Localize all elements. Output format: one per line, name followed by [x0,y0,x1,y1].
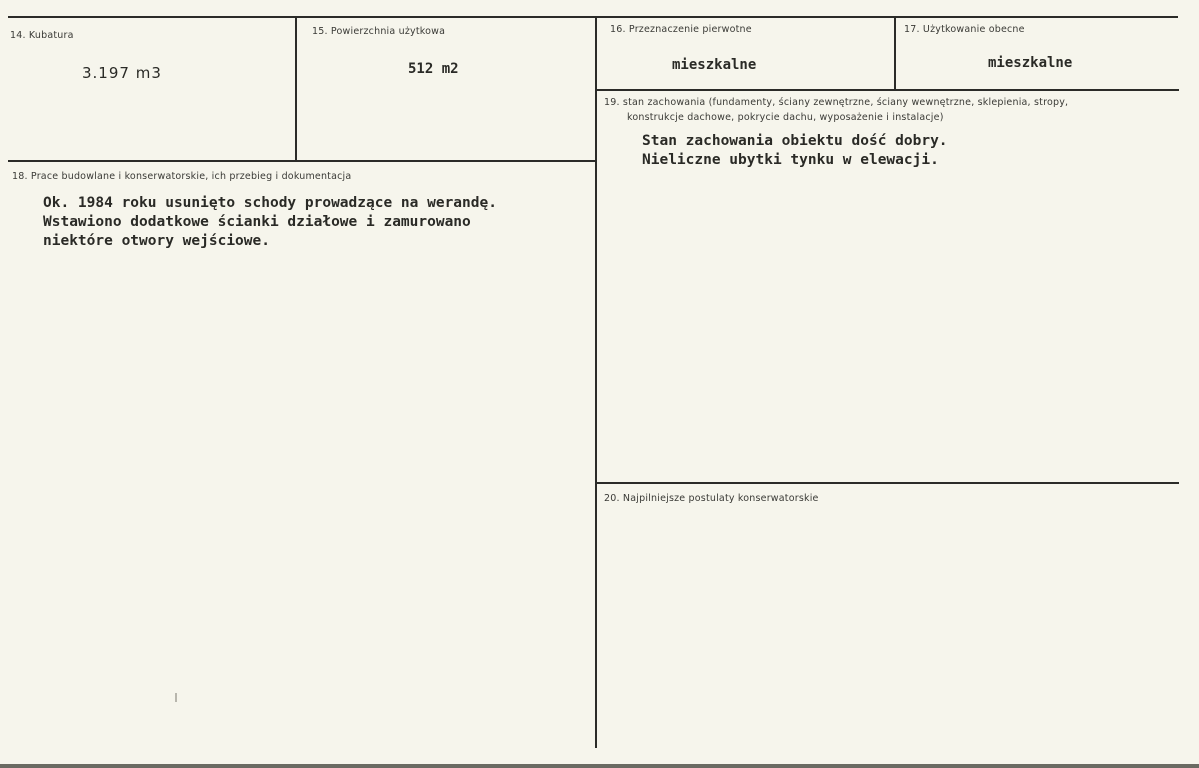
field-18-text [43,194,497,251]
field-17-value: mieszkalne [988,55,1073,71]
field-19-line-1: Stan zachowania obiektu dość dobry. [642,133,948,149]
vertical-divider-main [595,18,597,748]
field-17-label: 17. Użytkowanie obecne [904,24,1025,35]
field-19-text [642,132,948,170]
paper-mark [175,693,177,702]
field-14-value: 3.197 m3 [82,64,162,82]
row1-divider-right [597,89,1179,91]
row1-divider-left [8,160,596,162]
vertical-divider-14-15 [295,18,297,160]
field-19-line-2: Nieliczne ubytki tynku w elewacji. [642,152,939,168]
field-19-label-line-1: 19. stan zachowania (fundamenty, ściany zewnętrzne, ściany wewnętrzne, sklepienia, stropy, [604,97,1069,108]
vertical-divider-16-17 [894,18,896,89]
top-border-line [8,16,1178,18]
field-16-label: 16. Przeznaczenie pierwotne [610,24,752,35]
field-20-label: 20. Najpilniejsze postulaty konserwatorskie [604,493,819,504]
field-19-label-line-2: konstrukcje dachowe, pokrycie dachu, wyposażenie i instalacje) [627,112,944,123]
field-15-value: 512 m2 [408,61,459,77]
field-14-label: 14. Kubatura [10,30,74,41]
field-15-label: 15. Powierzchnia użytkowa [312,26,446,37]
field-18-line-2: Wstawiono dodatkowe ścianki działowe i zamurowano [43,214,471,230]
field-16-value: mieszkalne [672,57,757,73]
field-18-line-3: niektóre otwory wejściowe. [43,233,270,249]
section20-divider [597,482,1179,484]
field-18-line-1: Ok. 1984 roku usunięto schody prowadzące na werandę. [43,195,497,211]
field-18-label: 18. Prace budowlane i konserwatorskie, ich przebieg i dokumentacja [12,171,352,182]
